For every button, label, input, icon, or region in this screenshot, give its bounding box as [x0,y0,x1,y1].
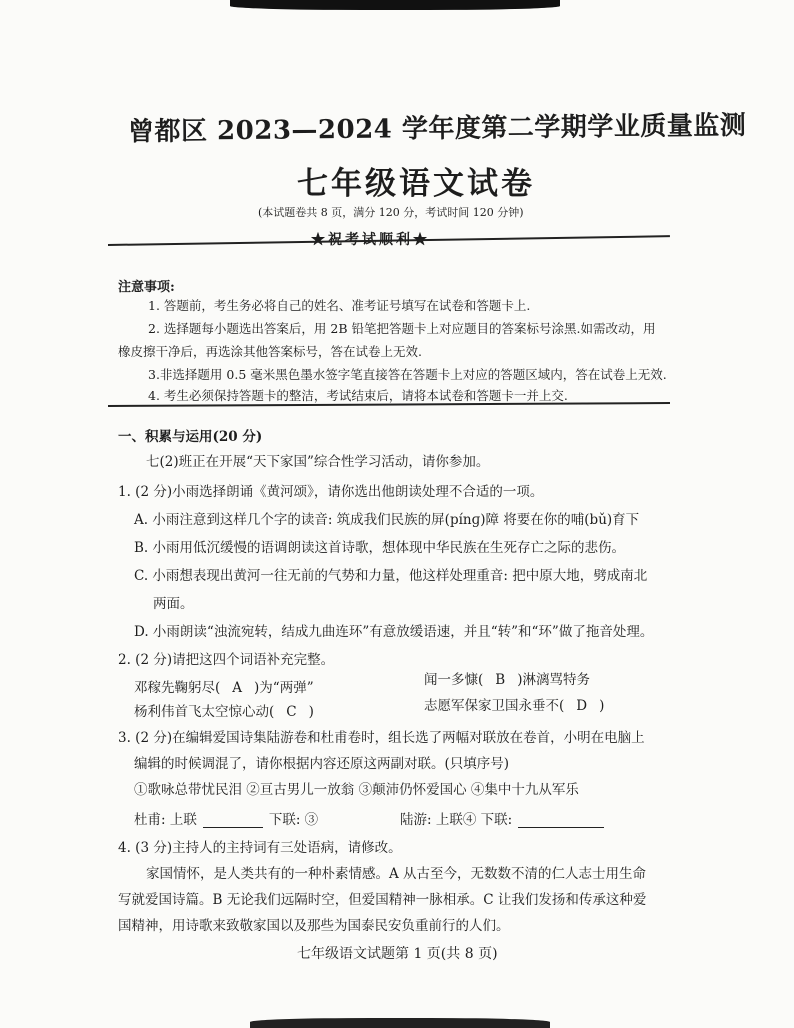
scan-shadow-bottom [250,1018,550,1028]
question-1-stem: 1. (2 分)小雨选择朗诵《黄河颂》，请你选出他朗读处理不合适的一项。 [118,484,544,500]
question-2-item-1: 邓稼先鞠躬尽( A )为“两弹” [134,680,314,696]
question-4-paragraph-2: 写就爱国诗篇。B 无论我们远隔时空，但爱国精神一脉相承。C 让我们发扬和传承这种爱 [118,892,647,908]
question-3-stem-cont: 编辑的时候调混了，请你根据内容还原这两副对联。(只填序号) [134,756,510,772]
question-3-dufu: 杜甫: 上联 下联: ③ [134,812,319,828]
answer-d: D [576,698,588,714]
question-3-luyou: 陆游: 上联④ 下联: [400,808,604,828]
question-1-option-b: B. 小雨用低沉缓慢的语调朗读这首诗歌，想体现中华民族在生死存亡之际的悲伤。 [134,540,626,556]
answer-a: A [232,680,243,696]
notice-item-2: 2. 选择题每小题选出答案后，用 2B 铅笔把答题卡上对应题目的答案标号涂黑.如需改动，用 [148,321,656,336]
exam-info: (本试题卷共 8 页，满分 120 分，考试时间 120 分钟) [258,206,524,219]
answer-b: B [495,672,506,688]
question-1-option-a: A. 小雨注意到这样几个字的读音: 筑成我们民族的屏(pínɡ)障 将要在你的哺(bǔ)育下 [134,512,640,528]
dufu-upper-blank [203,813,263,828]
notice-item-2-cont: 橡皮擦干净后，再选涂其他答案标号，答在试卷上无效. [118,344,422,359]
exam-title: 曾都区 2023—2024 学年度第二学期学业质量监测 [127,110,747,148]
paper-title: 七年级语文试卷 [297,166,535,202]
notice-item-1: 1. 答题前，考生务必将自己的姓名、准考证号填写在试卷和答题卡上. [148,298,531,313]
question-3-stem: 3. (2 分)在编辑爱国诗集陆游卷和杜甫卷时，组长选了两幅对联放在卷首，小明在电脑上 [118,730,645,746]
section-heading: 一、积累与运用(20 分) [118,429,263,445]
notice-item-4: 4. 考生必须保持答题卡的整洁，考试结束后，请将本试卷和答题卡一并上交. [148,388,568,403]
scan-shadow-top [230,0,560,10]
question-4-paragraph-3: 国精神，用诗歌来致敬家国以及那些为国泰民安负重前行的人们。 [118,918,510,934]
page-footer: 七年级语文试题第 1 页(共 8 页) [297,946,498,962]
question-1-option-c-cont: 两面。 [153,596,194,612]
good-luck-banner: ★祝考试顺利★ [311,232,430,248]
question-2-item-2: 闻一多慷( B )淋漓骂特务 [424,672,590,688]
question-1-option-d: D. 小雨朗读“浊流宛转，结成九曲连环”有意放缓语速，并且“转”和“环”做了拖音处理。 [134,624,654,640]
question-3-options: ①歌咏总带忧民泪 ②亘古男儿一放翁 ③颠沛仍怀爱国心 ④集中十九从军乐 [134,782,579,798]
question-2-stem: 2. (2 分)请把这四个词语补充完整。 [118,652,335,668]
question-4-stem: 4. (3 分)主持人的主持词有三处语病，请修改。 [118,840,402,856]
question-1-option-c: C. 小雨想表现出黄河一往无前的气势和力量，他这样处理重音: 把中原大地，劈成南北 [134,568,648,584]
notice-heading: 注意事项: [118,280,175,295]
question-2-item-4: 志愿军保家卫国永垂不( D ) [424,698,605,714]
answer-c: C [286,704,297,720]
section-intro: 七(2)班正在开展“天下家国”综合性学习活动，请你参加。 [146,454,490,470]
question-2-item-3: 杨利伟首飞太空惊心动( C ) [134,704,314,720]
question-4-paragraph-1: 家国情怀，是人类共有的一种朴素情感。A 从古至今，无数数不清的仁人志士用生命 [146,866,647,882]
luyou-lower-blank [518,813,604,828]
notice-item-3: 3.非选择题用 0.5 毫米黑色墨水签字笔直接答在答题卡上对应的答题区域内，答在试卷上无效. [148,367,667,382]
